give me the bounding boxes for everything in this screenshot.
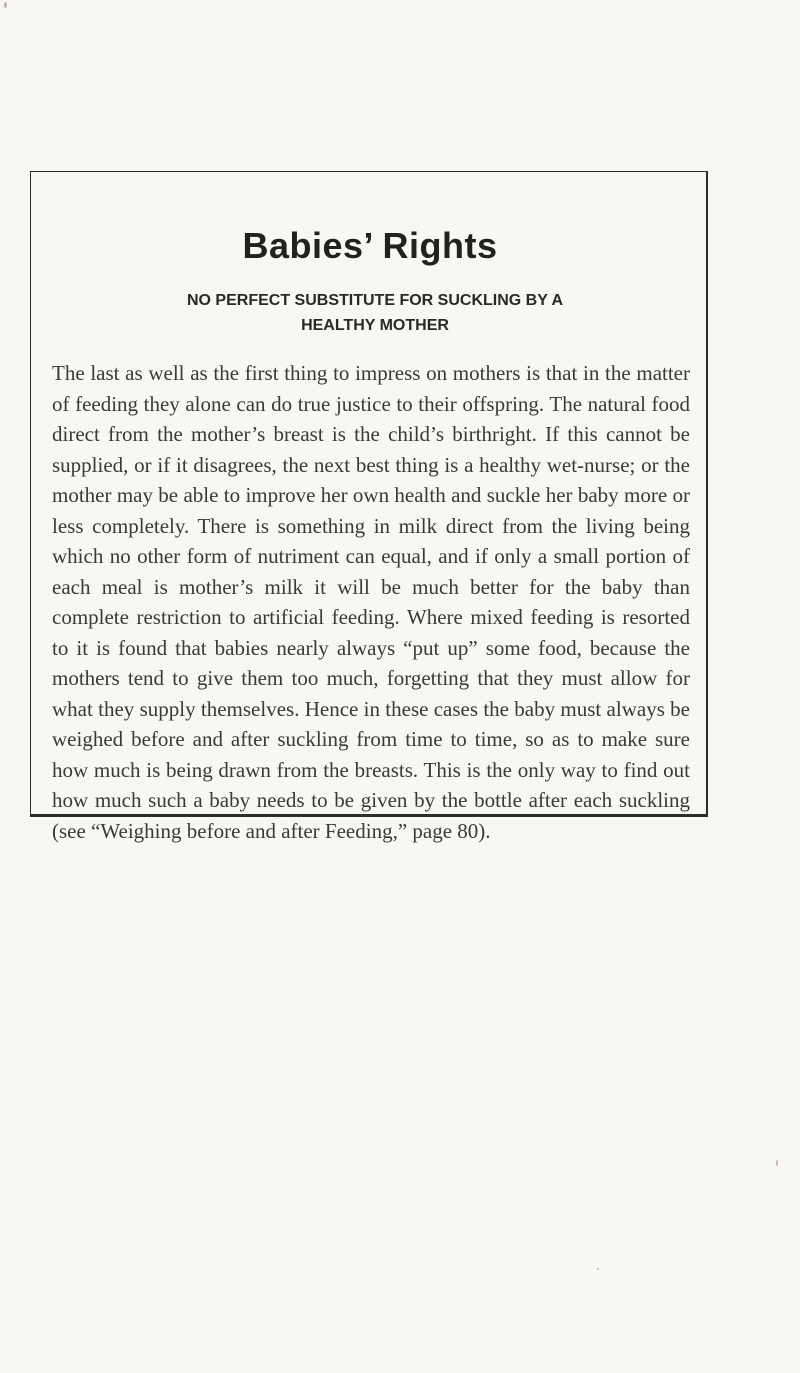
paper-speck	[4, 2, 7, 8]
subtitle-line-1: NO PERFECT SUBSTITUTE FOR SUCKLING BY A	[186, 292, 563, 309]
paper-speck	[597, 1268, 599, 1270]
paragraph-final-line: (see “Weighing before and after Feeding,” page 80).	[52, 818, 491, 843]
paragraph-text: The last as well as the first thing to impress on mothers is that in the matter of feeding they alone can do true justice to their offspring. The natural food direct from the mother’s breast is the child’s birthright. If this cannot be supplied, or if it disagrees, the next best thing is a healthy wet-nurse; or the mother may be able to improve her own health and suckle her baby more or less completely. There is something in milk direct from the living being which no other form of nutriment can equal, and if only a small portion of each meal is mother’s milk it will be much better for the baby than complete restriction to artificial feeding. Where mixed feeding is resorted to it is found that babies nearly always “put up” some food, because the mothers tend to give them too much, forgetting that they must allow for what they supply themselves. Hence in these cases the baby must always be weighed before and after suckling from time to time, so as to make sure how much is being drawn from the breasts. This is the only way to find out how much such a baby needs to be given by the bottle after each suckling	[52, 361, 690, 812]
page-title: Babies’ Rights	[242, 225, 498, 266]
body-paragraph	[52, 358, 690, 846]
paper-speck	[776, 1160, 778, 1166]
section-subtitle	[95, 288, 655, 338]
subtitle-line-2: HEALTHY MOTHER	[301, 317, 449, 334]
